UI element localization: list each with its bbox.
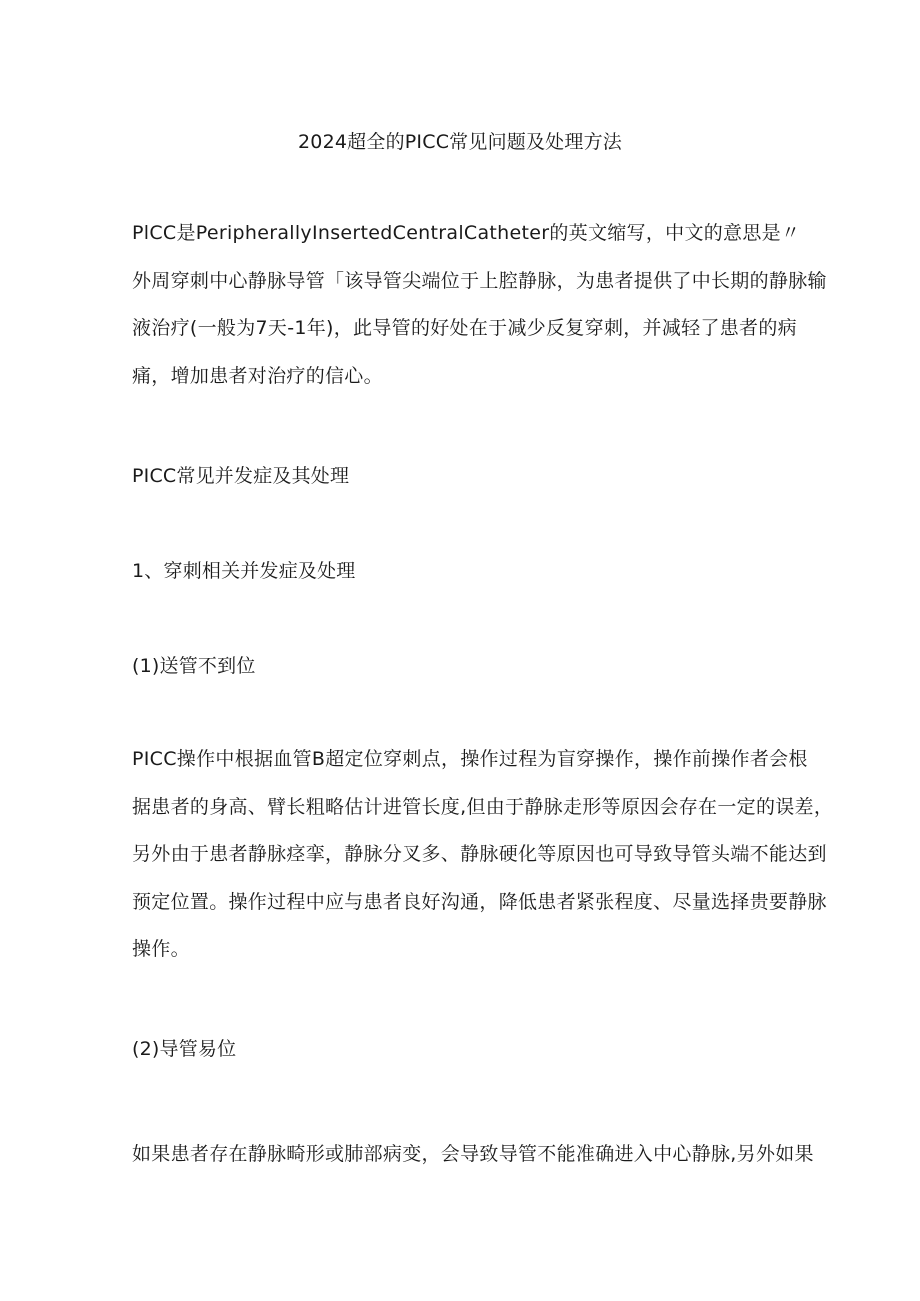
paragraph-line: 痛，增加患者对治疗的信心。 [132,364,383,387]
item2-paragraph [132,1131,814,1179]
paragraph-line: 据患者的身高、臂长粗略估计进管长度,但由于静脉走形等原因会存在一定的误差， [132,795,834,818]
item-heading-2: (2)导管易位 [132,1038,237,1060]
item-heading-1: (1)送管不到位 [132,655,256,677]
paragraph-line: 预定位置。操作过程中应与患者良好沟通，降低患者紧张程度、尽量选择贵要静脉 [132,890,827,913]
document-title: 2024超全的PICC常见问题及处理方法 [298,131,622,153]
paragraph-line: 液治疗(一般为7天-1年)，此导管的好处在于减少反复穿刺，并减轻了患者的病 [132,317,797,339]
paragraph-line: 另外由于患者静脉痉挛，静脉分叉多、静脉硬化等原因也可导致导管头端不能达到 [132,843,827,865]
paragraph-line: PlCC是PeripherallyInsertedCentralCatheter的英文缩写，中文的意思是〃 [132,222,801,244]
section-heading: PICC常见并发症及其处理 [132,465,350,487]
item1-paragraph [132,736,834,974]
paragraph-line: 操作。 [132,938,190,960]
paragraph-line: 外周穿刺中心静脉导管「该导管尖端位于上腔静脉，为患者提供了中长期的静脉输 [132,269,827,292]
intro-paragraph [132,210,827,400]
paragraph-line: PICC操作中根据血管B超定位穿刺点，操作过程为盲穿操作，操作前操作者会根 [132,748,808,770]
paragraph-line: 如果患者存在静脉畸形或肺部病变，会导致导管不能准确进入中心静脉,另外如果 [132,1143,814,1165]
subsection-heading: 1、穿刺相关并发症及处理 [132,560,356,582]
